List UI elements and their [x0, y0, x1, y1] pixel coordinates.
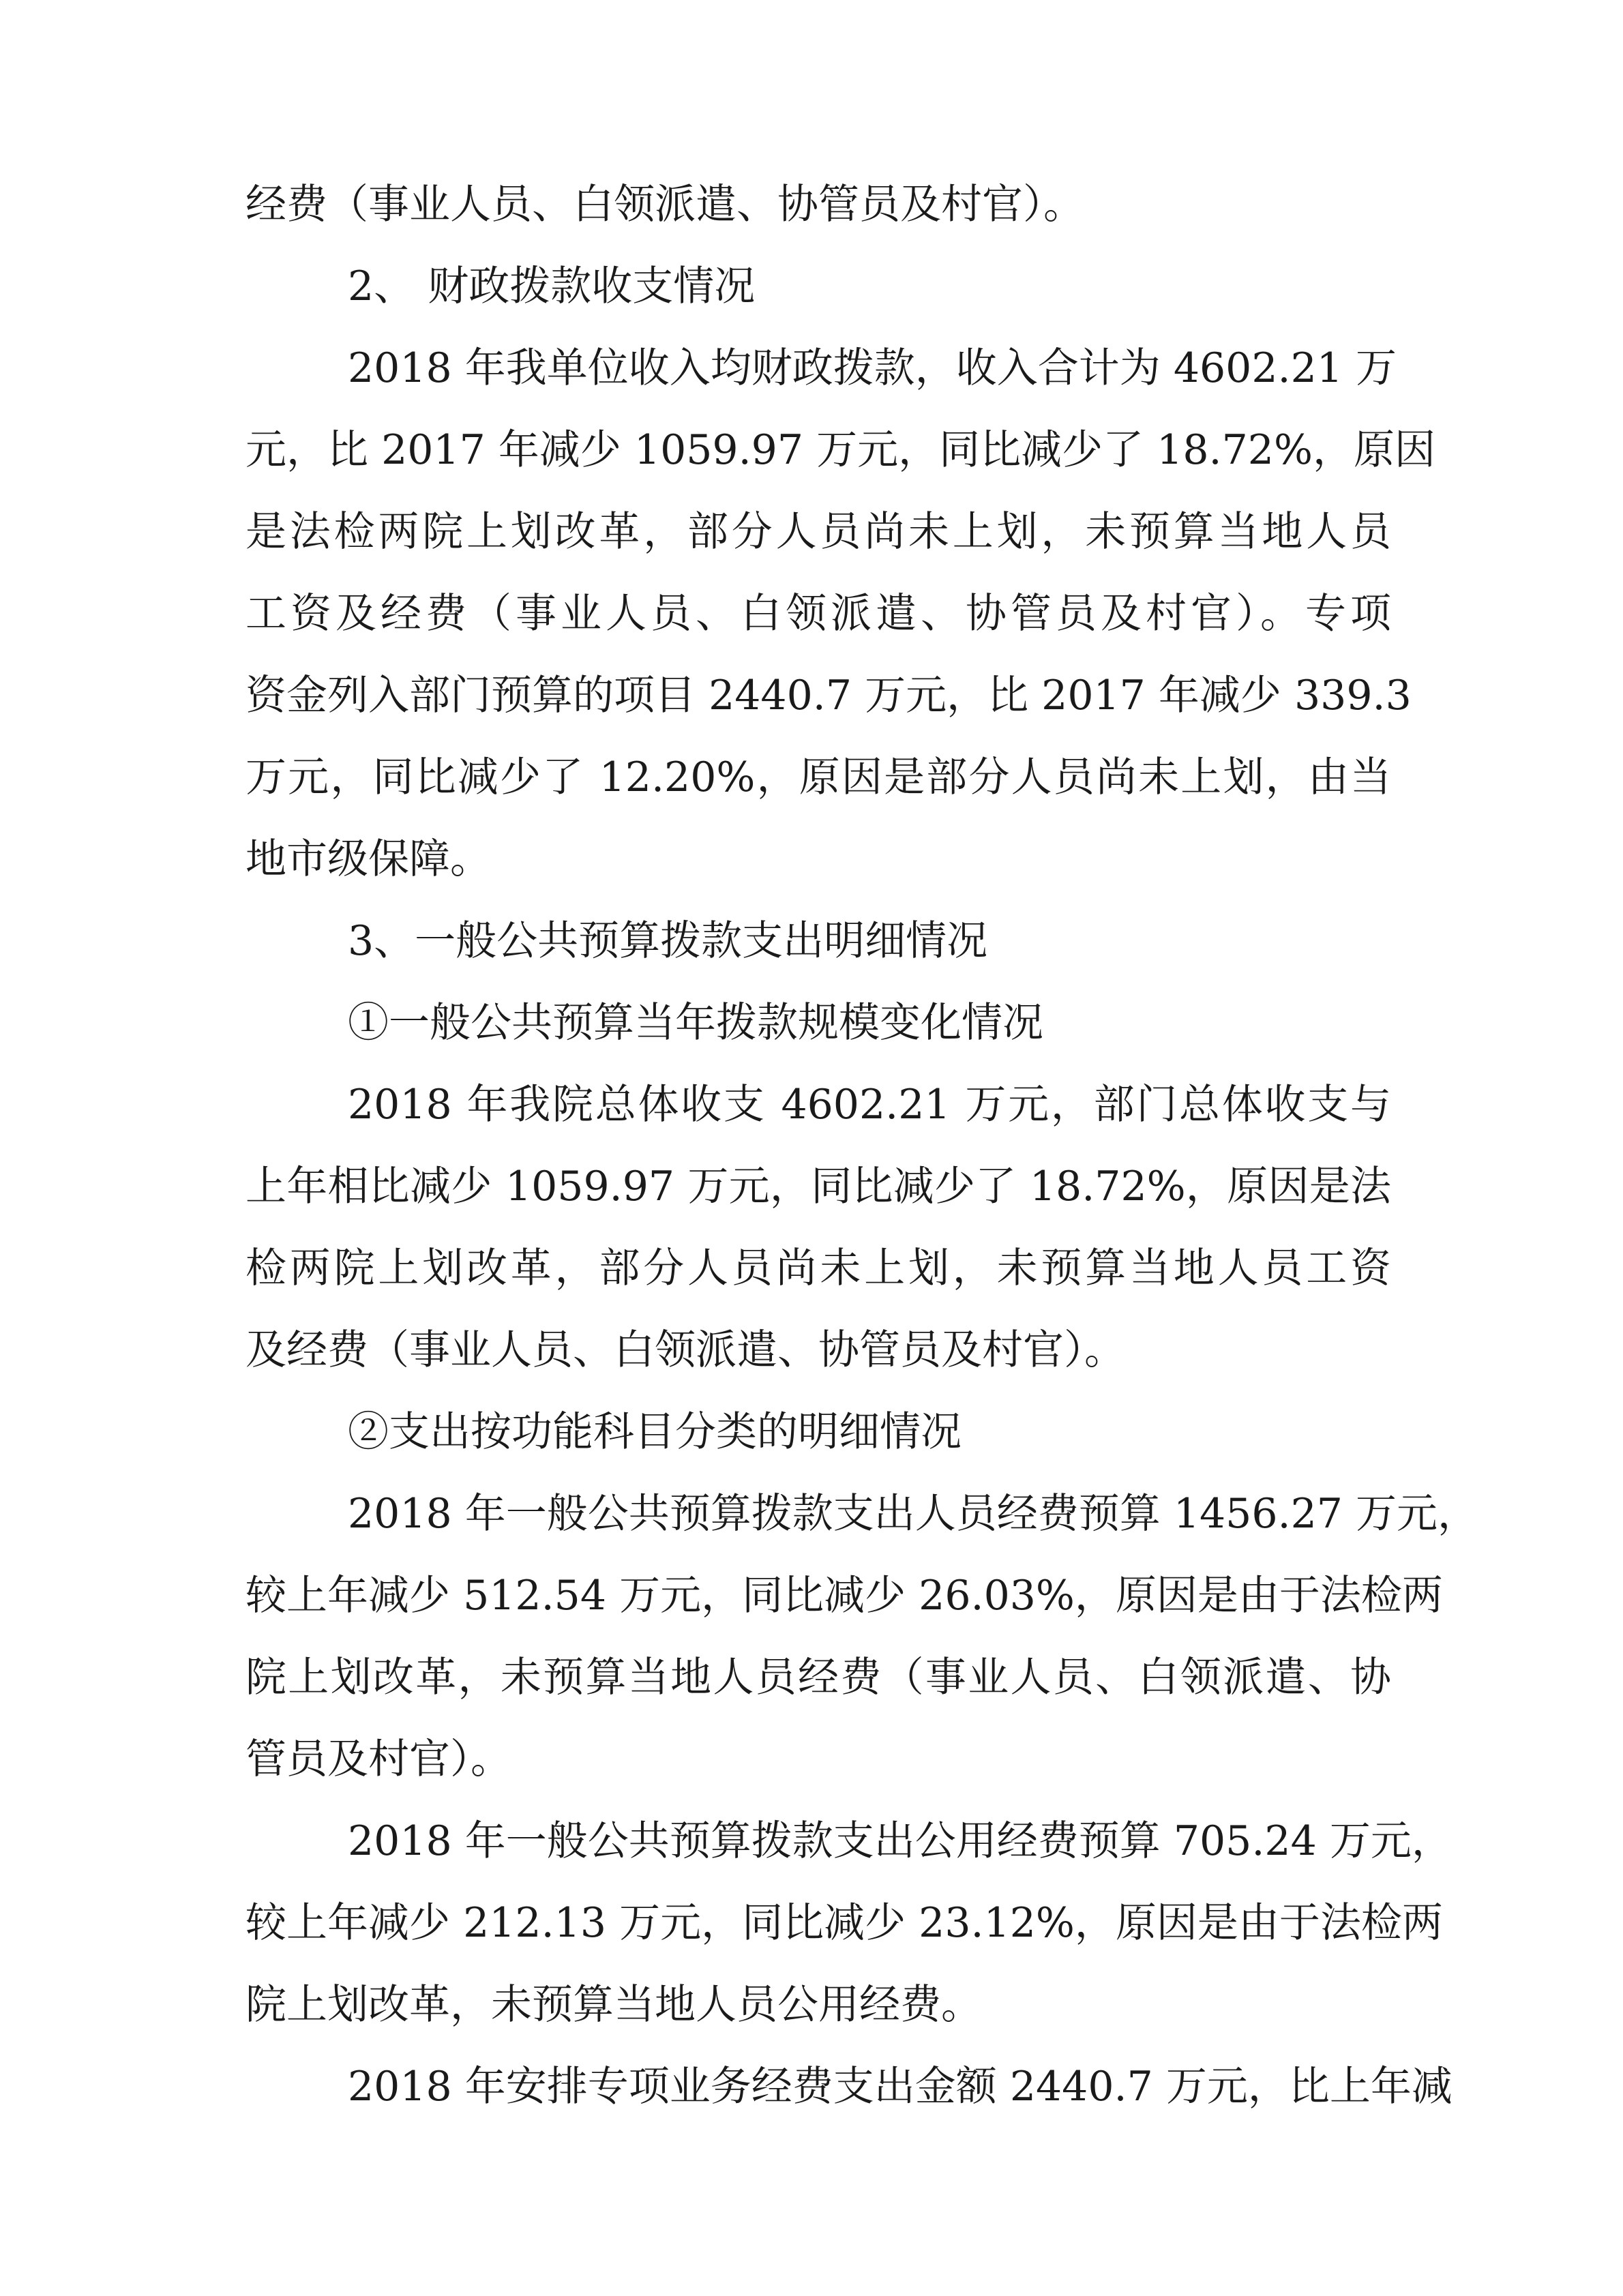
text-line-13: 上年相比减少 1059.97 万元，同比减少了 18.72%，原因是法 [245, 1163, 1391, 1210]
text-line-23: 院上划改革，未预算当地人员公用经费。 [245, 1981, 982, 2029]
text-line-6: 工资及经费（事业人员、白领派遣、协管员及村官）。专项 [245, 590, 1391, 638]
section-heading-3: 3、一般公共预算拨款支出明细情况 [348, 917, 988, 965]
text-line-20: 管员及村官）。 [245, 1735, 511, 1783]
subheading-2: ②支出按功能科目分类的明细情况 [348, 1408, 962, 1456]
text-line-3: 2018 年我单位收入均财政拨款，收入合计为 4602.21 万 [348, 344, 1397, 392]
text-line-1: 经费（事业人员、白领派遣、协管员及村官）。 [245, 181, 1084, 228]
text-line-17: 2018 年一般公共预算拨款支出人员经费预算 1456.27 万元， [348, 1490, 1479, 1538]
text-line-22: 较上年减少 212.13 万元，同比减少 23.12%，原因是由于法检两 [245, 1899, 1443, 1947]
text-line-24: 2018 年安排专项业务经费支出金额 2440.7 万元，比上年减 [348, 2063, 1453, 2111]
text-line-18: 较上年减少 512.54 万元，同比减少 26.03%，原因是由于法检两 [245, 1572, 1443, 1620]
subheading-1: ①一般公共预算当年拨款规模变化情况 [348, 999, 1043, 1047]
text-line-19: 院上划改革，未预算当地人员经费（事业人员、白领派遣、协 [245, 1654, 1391, 1701]
text-line-5: 是法检两院上划改革，部分人员尚未上划，未预算当地人员 [245, 508, 1391, 556]
text-line-8: 万元，同比减少了 12.20%，原因是部分人员尚未上划，由当 [245, 754, 1391, 801]
text-line-14: 检两院上划改革，部分人员尚未上划，未预算当地人员工资 [245, 1244, 1391, 1292]
document-page [245, 164, 1479, 2128]
text-line-15: 及经费（事业人员、白领派遣、协管员及村官）。 [245, 1326, 1125, 1374]
text-line-12: 2018 年我院总体收支 4602.21 万元，部门总体收支与 [348, 1081, 1391, 1129]
text-line-7: 资金列入部门预算的项目 2440.7 万元，比 2017 年减少 339.3 [245, 672, 1412, 719]
text-line-4: 元，比 2017 年减少 1059.97 万元，同比减少了 18.72%，原因 [245, 426, 1435, 474]
text-line-21: 2018 年一般公共预算拨款支出公用经费预算 705.24 万元， [348, 1817, 1453, 1865]
text-line-9: 地市级保障。 [245, 835, 491, 883]
section-heading-2: 2、 财政拨款收支情况 [348, 263, 756, 310]
